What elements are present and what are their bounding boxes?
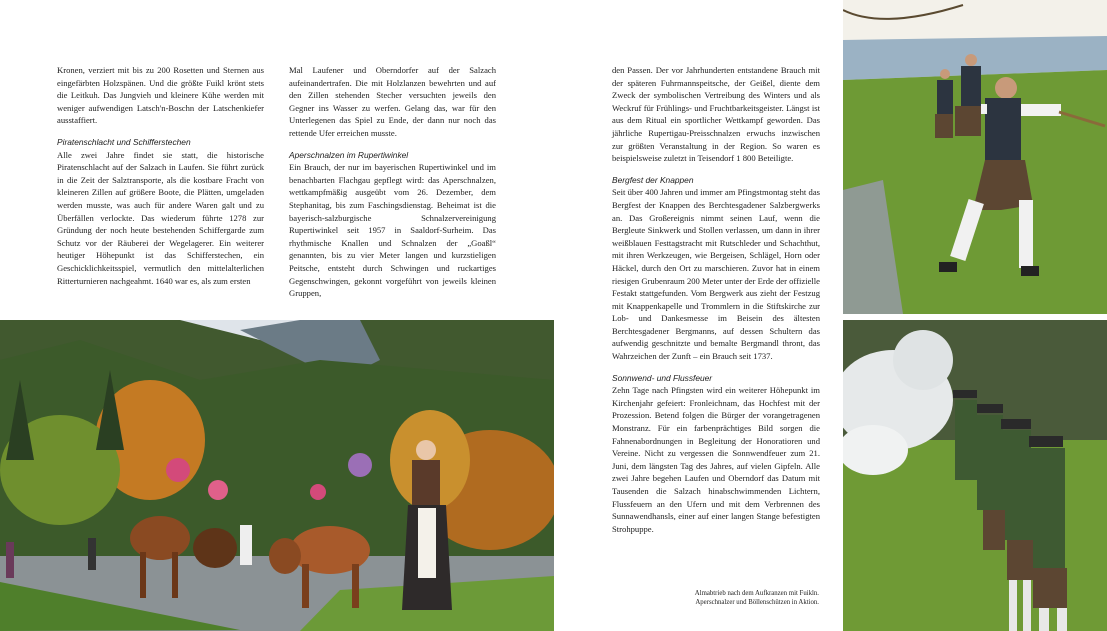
heading-piratenschlacht: Piratenschlacht und Schifferstechen: [57, 136, 191, 147]
photo-caption: [619, 589, 819, 607]
photo-almabtrieb: [0, 320, 554, 631]
photo-aperschnalzer: [843, 0, 1107, 314]
text-column-left: [57, 64, 264, 287]
paragraph-sonnwendfeuer: Zehn Tage nach Pfingsten wird ein weiterer Höhepunkt im Kirchenjahr gefeiert: Fronleichnam, das Hochfest mit der Prozession. Betend folgen die Bürger der vorangetragenen Monstranz. Für ein farbenprächtiges Bild sorgen die Fahnenabordnungen in Begleitung der Honoratioren und Vereine. Nicht zu vergessen die Sonnwendfeuer zum 21. Juni, dem längsten Tag des Jahres, auf vielen Gipfeln. Alle zwei Jahre begehen Laufen und Oberndorf das Datum mit Tausenden die Salzach hinabschwimmenden Lichtern, Flussfeuern an den Ufern und mit dem Verbrennen des Sunnawendhansls, einer auf einer langen Stange befestigten Strohpuppe.: [612, 385, 820, 534]
photo-boellerschuetzen: [843, 320, 1107, 631]
caption-line-1: Almabtrieb nach dem Aufkranzen mit Fuikln.: [694, 590, 819, 597]
caption-line-2: Aperschnalzer und Böllenschützen in Aktion.: [695, 599, 819, 607]
heading-bergfest: Bergfest der Knappen: [612, 174, 694, 185]
text-column-middle: [289, 64, 496, 300]
text-column-right: [612, 64, 820, 535]
heading-sonnwendfeuer: Sonnwend- und Flussfeuer: [612, 372, 713, 383]
paragraph-aperschnalzen: Ein Brauch, der nur im bayerischen Rupertiwinkel und im benachbarten Flachgau gepflegt wird: das Aperschnalzen, wettkampfmäßig ausgeübt vom 26. Dezember, dem Stephanitag, bis zum Faschingsdienstag. Beheimat ist die bayerisch-salzburgische Schnalzervereinigung Rupertiwinkel seit 1957 in Saaldorf-Surheim. Das rhythmische Knallen und Schnalzen der „Goaßl“ genannten, bis zu vier Meter langen und kurzstieligen Peitsche, entsteht durch Schwingen und ruckartiges Gegenschwingen, gekonnt vorgeführt von jeweils kleinen Gruppen,: [289, 162, 496, 299]
paragraph-bergfest: Seit über 400 Jahren und immer am Pfingstmontag steht das Bergfest der Knappen des Berchtesgadener Salzbergwerks an. Das Großereignis nimmt seinen Lauf, wenn die Bergleute Sinkwerk und Stollen verlassen, um dann in ihrer weißblauen Festtagstracht mit Rutschleder und Schachthut, mit ihren Werkzeugen, wie Bergeisen, Schlägel, Horn oder Häckel, durch den Ort zu marschieren. Zuvor hat in einem riesigen Grubenraum 200 Meter unter der Erde der offizielle Festakt stattgefunden. Vom Bergwerk aus zieht der Festzug mit Knappenkapelle und Trommlern in die Stiftskirche zur Lob- und Dankesmesse im Beisein des ältesten Berchtesgadener Bergmanns, auf dessen Schultern das aufwendig geschnitzte und bemalte Bergmandl thront, das Wahrzeichen der Zunft – ein Brauch seit 1737.: [612, 187, 820, 362]
paragraph-intro-right: den Passen. Der vor Jahrhunderten entstandene Brauch mit der späteren Fuhrmannspeitsche, der Geißel, diente dem Zweck der symbolischen Vertreibung des Winters und als Weckruf für Frühlings- und Fruchtbarkeitsgeister. Längst ist aus dem Ritual ein sportlicher Wettkampf geworden. Das jährliche Rupertigau-Preisschnalzen erwuchs inzwischen zur größten Veranstaltung in der Region. So waren es beispielsweise zuletzt in Teisendorf 1 800 Beteiligte.: [612, 65, 820, 164]
paragraph-intro-middle: Mal Laufener und Oberndorfer auf der Salzach aufeinandertrafen. Die mit Holzlanzen bewehrten und auf den Zillen stehenden Stecher versuchten jeweils den Gegner ins Wasser zu werfen. Gelang das, war für den Unterlegenen das Spiel zu Ende, der dann nur noch das rettende Ufer erreichen musste.: [289, 65, 496, 138]
heading-aperschnalzen: Aperschnalzen im Rupertiwinkel: [289, 149, 409, 160]
paragraph-intro-left: Kronen, verziert mit bis zu 200 Rosetten und Sternen aus eingefärbten Holzspänen. Und die größte Fuikl krönt stets die Leitkuh. Das Jungvieh und kleinere Kühe werden mit weniger aufwendigen Latsch'n-Boschn der Latschenkiefer ausstaffiert.: [57, 65, 264, 126]
paragraph-piratenschlacht: Alle zwei Jahre findet sie statt, die historische Piratenschlacht auf der Salzach in Laufen. Sie führt zurück in die Zeit der Salztransporte, als die kostbare Fracht von kleineren Zillen auf größere Boote, die Plätten, umgeladen werden musste, was auch für andere Waren galt und zu Überfällen verlockte. Das wiederum führte 1278 zur Gründung der noch heute bestehenden Schiffergarde zum Schutz vor der Räuberei der Wegelagerer. Ein weiterer heutiger Höhepunkt ist das Schifferstechen, ein Geschicklichkeitsspiel, vermutlich den mittelalterlichen Ritterturnieren nachgeahmt. 1640 war es, als zum ersten: [57, 149, 264, 286]
